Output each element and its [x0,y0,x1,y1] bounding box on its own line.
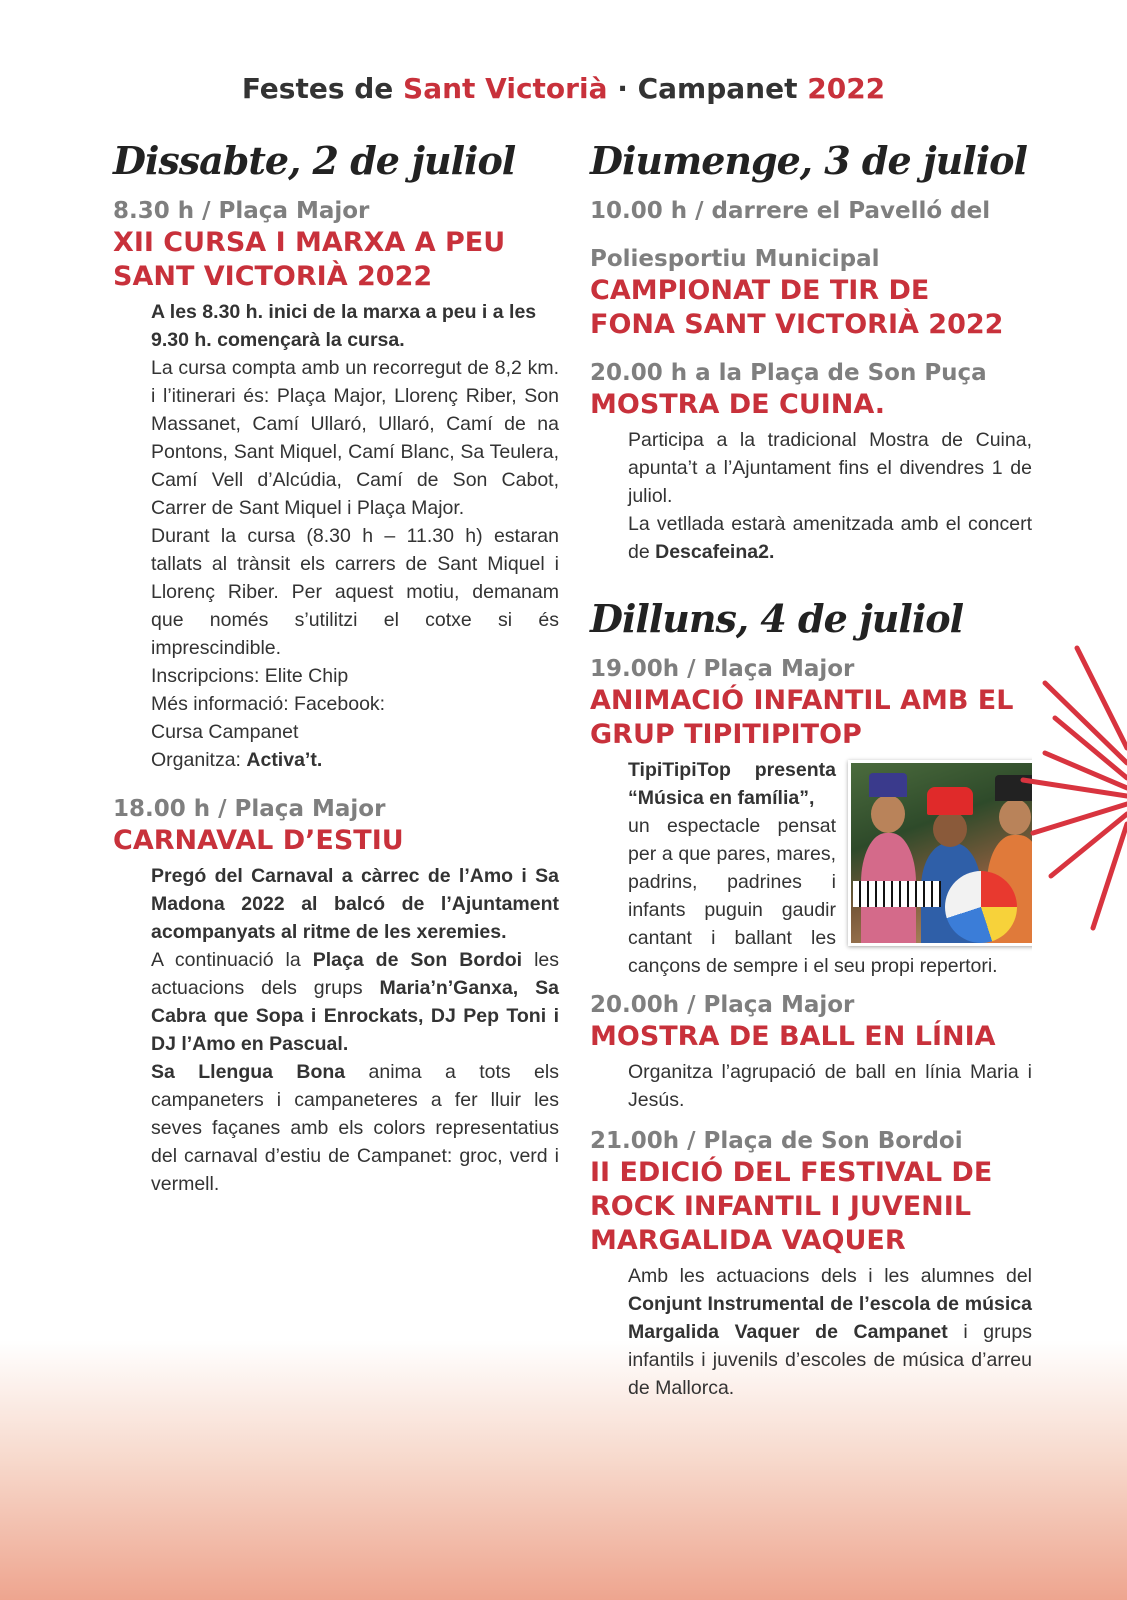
event-info-2: Cursa Campanet [151,721,299,743]
event-p1 [628,1262,1032,1402]
event-title: CARNAVAL D’ESTIU [113,825,404,856]
text: La vetllada estarà amenitzada amb el concert de [628,513,1032,563]
event-title-line: ROCK INFANTIL I JUVENIL [590,1191,972,1222]
event-p2 [628,510,1032,566]
event-inscriptions: Inscripcions: Elite Chip [151,665,349,687]
fireworks-icon [1015,628,1127,958]
event-p1: Pregó del Carnaval a càrrec de l’Amo i Sa Madona 2022 al balcó de l’Ajuntament acompanyats al ritme de les xeremies. [151,865,559,943]
event-description [151,862,559,1198]
event-title-line: SANT VICTORIÀ 2022 [113,261,433,292]
event-time: 8.30 h / Plaça Major [113,198,370,224]
event-pa: TipiTipiTop presenta “Música en família”, [628,759,836,809]
text: les actuacions dels grups [151,949,559,999]
event-animacio [590,654,1032,980]
event-p1: Organitza l’agrupació de ball en línia Maria i Jesús. [628,1061,1032,1111]
event-p3 [151,1058,559,1198]
event-pb: un espectacle pensat per a que pares, mares, padrins, padrines i infants puguin gaudir cantant i ballant les cançons de sempre i el seu propi repertori. [628,815,998,977]
event-title-line: II EDICIÓ DEL FESTIVAL DE [590,1157,993,1188]
event-title-line: MARGALIDA VAQUER [590,1225,906,1256]
event-p1: Participa a la tradicional Mostra de Cuina, apunta’t a l’Ajuntament fins el divendres 1 de juliol. [628,429,1032,507]
text-bold: Conjunt Instrumental de l’escola de música Margalida Vaquer de Campanet [628,1293,1032,1343]
event-ball [590,990,1032,1114]
event-title-line: GRUP TIPITIPITOP [590,719,862,750]
text: i grups infantils i juvenils d’escoles de música d’arreu de Mallorca. [628,1321,1032,1399]
organizer-name: Activa’t. [246,749,323,771]
title-town: Campanet [637,72,798,105]
organizer-label: Organitza: [151,749,241,771]
text: anima a tots els campaneters i campaneteres a fer lluir les seves façanes amb els colors representatius del carnaval d’estiu de Campanet: groc, verd i vermell. [151,1061,559,1195]
event-carnaval [113,794,559,1198]
event-cursa [113,196,559,774]
text-bold: Maria’n’Ganxa, Sa Cabra que Sopa i Enrockats, DJ Pep Toni i DJ l’Amo en Pascual. [151,977,559,1055]
event-description [151,298,559,774]
text-bold: Plaça de Son Bordoi [312,949,523,971]
event-description [628,756,1032,980]
title-year: 2022 [807,72,886,105]
text-bold: Sa Llengua Bona [151,1061,346,1083]
title-sep: · [617,72,628,105]
event-title: MOSTRA DE CUINA. [590,389,886,420]
column-saturday [113,138,559,1198]
event-title-line: ANIMACIÓ INFANTIL AMB EL [590,685,1014,716]
event-traffic: Durant la cursa (8.30 h – 11.30 h) estaran tallats al trànsit els carrers de Sant Miquel i Llorenç Riber. Per aquest motiu, demanam que només s’utilitzi el cotxe si és imprescindible. [151,525,559,659]
event-title-line: CAMPIONAT DE TIR DE [590,275,930,306]
text-bold: Descafeina2. [655,541,775,563]
title-saint: Sant Victorià [403,72,608,105]
event-festival [590,1126,1032,1402]
page-title [0,72,1127,105]
event-title-line: FONA SANT VICTORIÀ 2022 [590,309,1004,340]
event-time: 20.00 h a la Plaça de Son Puça [590,360,987,386]
event-p2 [151,946,559,1058]
event-time: 21.00h / Plaça de Son Bordoi [590,1128,963,1154]
text: Amb les actuacions dels i les alumnes del [628,1265,1032,1287]
event-cuina [590,358,1032,566]
event-title-line: XII CURSA I MARXA A PEU [113,227,506,258]
event-title [590,684,1032,752]
event-description [628,1058,1032,1114]
event-time: 20.00h / Plaça Major [590,992,855,1018]
event-description [628,1262,1032,1402]
event-organizer [151,746,559,774]
event-intro: A les 8.30 h. inici de la marxa a peu i a les 9.30 h. començarà la cursa. [151,301,537,351]
day-heading: Diumenge, 3 de juliol [590,138,1027,183]
event-title [113,226,559,294]
event-time: 19.00h / Plaça Major [590,656,855,682]
event-time: 18.00 h / Plaça Major [113,796,386,822]
event-title [590,274,1032,342]
day-heading: Dilluns, 4 de juliol [590,596,964,641]
event-route: La cursa compta amb un recorregut de 8,2 km. i l’itinerari és: Plaça Major, Llorenç Riber, Son Massanet, Camí Ullaró, Ullaró, Camí de na Pontons, Sant Miquel, Camí Blanc, Sa Teulera, Camí Vell d’Alcúdia, Camí de Son Cabot, Carrer de Sant Miquel i Plaça Major. [151,357,559,519]
event-time-line: Poliesportiu Municipal [590,246,880,272]
event-title [590,1156,1032,1258]
column-sunday-monday [590,138,1032,1402]
event-description [628,426,1032,566]
tipitipitop-photo [848,760,1032,946]
event-info: Més informació: Facebook: [151,693,386,715]
event-title: MOSTRA DE BALL EN LÍNIA [590,1021,996,1052]
event-time-line: 10.00 h / darrere el Pavelló del [590,198,991,224]
event-campionat [590,196,1032,342]
title-prefix: Festes de [241,72,394,105]
event-time [590,196,1032,274]
text: A continuació la [151,949,301,971]
day-heading: Dissabte, 2 de juliol [113,138,516,183]
